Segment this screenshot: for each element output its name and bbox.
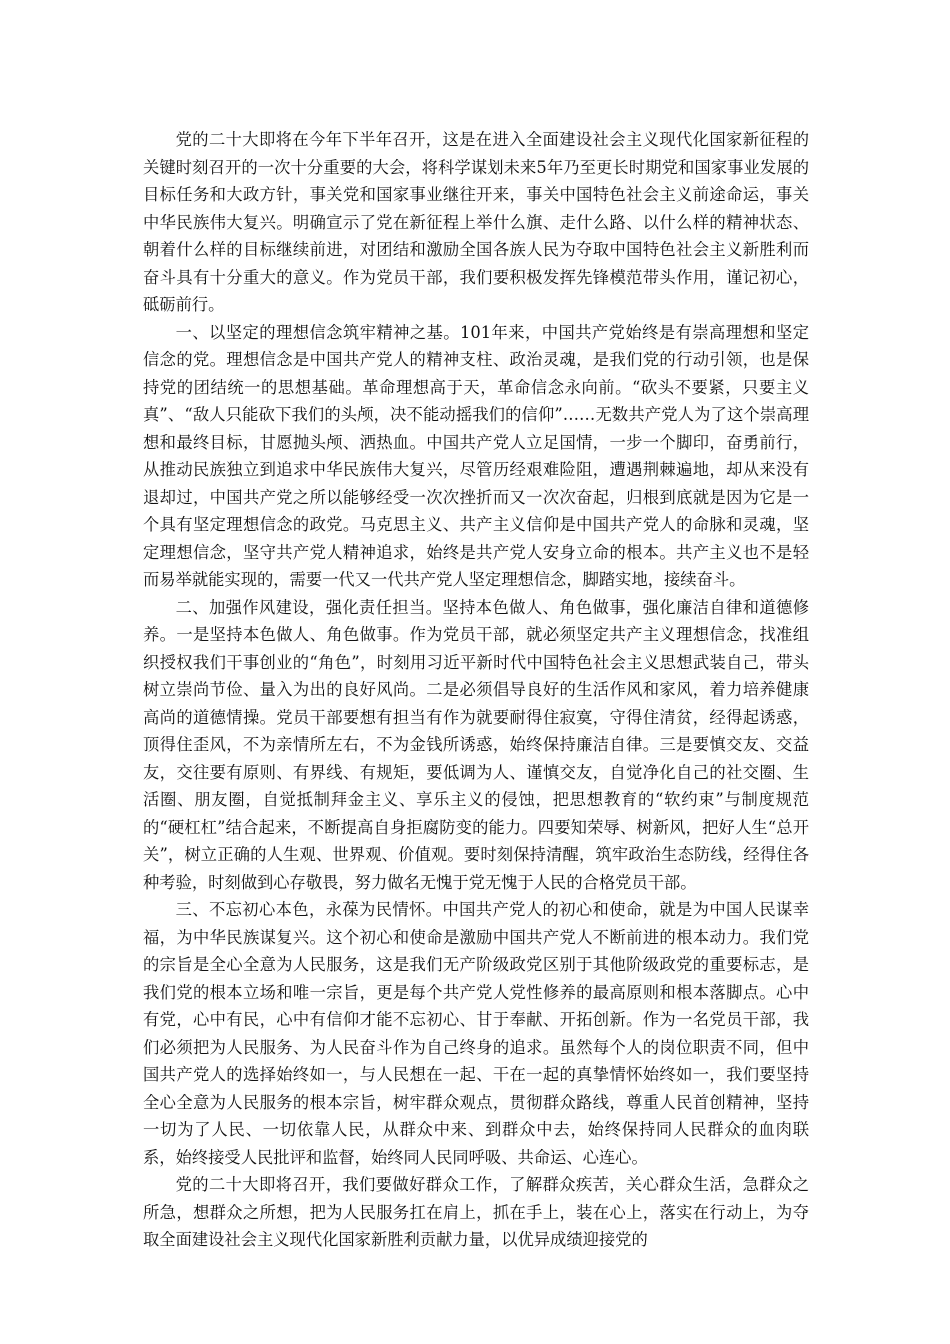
section-two-paragraph: 二、加强作风建设，强化责任担当。坚持本色做人、角色做事，强化廉洁自律和道德修养。一是坚持本色做人、角色做事。作为党员干部，就必须坚定共产主义理想信念，找准组织授权我们干事创业的“角色”，时刻用习近平新时代中国特色社会主义思想武装自己，带头树立崇尚节俭、量入为出的良好风尚。二是必须倡导良好的生活作风和家风，着力培养健康高尚的道德情操。党员干部要想有担当有作为就要耐得住寂寞，守得住清贫，经得起诱惑，顶得住歪风，不为亲情所左右，不为金钱所诱惑，始终保持廉洁自律。三是要慎交友、交益友，交往要有原则、有界线、有规矩，要低调为人、谨慎交友，自觉净化自己的社交圈、生活圈、朋友圈，自觉抵制拜金主义、享乐主义的侵蚀，把思想教育的“软约束”与制度规范的“硬杠杠”结合起来，不断提高自身拒腐防变的能力。四要知荣辱、树新风，把好人生“总开关”，树立正确的人生观、世界观、价值观。要时刻保持清醒，筑牢政治生态防线，经得住各种考验，时刻做到心存敬畏，努力做名无愧于党无愧于人民的合格党员干部。 [143, 597, 809, 892]
section-three-paragraph: 三、不忘初心本色，永葆为民情怀。中国共产党人的初心和使命，就是为中国人民谋幸福，为中华民族谋复兴。这个初心和使命是激励中国共产党人不断前进的根本动力。我们党的宗旨是全心全意为人民服务，这是我们无产阶级政党区别于其他阶级政党的重要标志，是我们党的根本立场和唯一宗旨，更是每个共产党人党性修养的最高原则和根本落脚点。心中有党，心中有民，心中有信仰才能不忘初心、甘于奉献、开拓创新。作为一名党员干部，我们必须把为人民服务、为人民奋斗作为自己终身的追求。虽然每个人的岗位职责不同，但中国共产党人的选择始终如一，与人民想在一起、干在一起的真挚情怀始终如一，我们要坚持全心全意为人民服务的根本宗旨，树牢群众观点，贯彻群众路线，尊重人民首创精神，坚持一切为了人民、一切依靠人民，从群众中来、到群众中去，始终保持同人民群众的血肉联系，始终接受人民批评和监督，始终同人民同呼吸、共命运、心连心。 [143, 900, 809, 1167]
closing-paragraph: 党的二十大即将召开，我们要做好群众工作，了解群众疾苦，关心群众生活，急群众之所急，想群众之所想，把为人民服务扛在肩上，抓在手上，装在心上，落实在行动上，为夺取全面建设社会主义现代化国家新胜利贡献力量，以优异成绩迎接党的 [143, 1175, 809, 1249]
intro-paragraph: 党的二十大即将在今年下半年召开，这是在进入全面建设社会主义现代化国家新征程的关键时刻召开的一次十分重要的大会，将科学谋划未来5年乃至更长时期党和国家事业发展的目标任务和大政方针，事关党和国家事业继往开来，事关中国特色社会主义前途命运，事关中华民族伟大复兴。明确宣示了党在新征程上举什么旗、走什么路、以什么样的精神状态、朝着什么样的目标继续前进，对团结和激励全国各族人民为夺取中国特色社会主义新胜利而奋斗具有十分重大的意义。作为党员干部，我们要积极发挥先锋模范带头作用，谨记初心，砥砺前行。 [143, 130, 809, 314]
section-one-paragraph: 一、以坚定的理想信念筑牢精神之基。101年来，中国共产党始终是有崇高理想和坚定信念的党。理想信念是中国共产党人的精神支柱、政治灵魂，是我们党的行动引领，也是保持党的团结统一的思想基础。革命理想高于天，革命信念永向前。“砍头不要紧，只要主义真”、“敌人只能砍下我们的头颅，决不能动摇我们的信仰”……无数共产党人为了这个崇高理想和最终目标，甘愿抛头颅、洒热血。中国共产党人立足国情，一步一个脚印，奋勇前行，从推动民族独立到追求中华民族伟大复兴，尽管历经艰难险阻，遭遇荆棘遍地，却从来没有退却过，中国共产党之所以能够经受一次次挫折而又一次次奋起，归根到底就是因为它是一个具有坚定理想信念的政党。马克思主义、共产主义信仰是中国共产党人的命脉和灵魂，坚定理想信念，坚守共产党人精神追求，始终是共产党人安身立命的根本。共产主义也不是轻而易举就能实现的，需要一代又一代共产党人坚定理想信念，脚踏实地，接续奋斗。 [143, 322, 809, 589]
document-body [143, 126, 809, 1254]
